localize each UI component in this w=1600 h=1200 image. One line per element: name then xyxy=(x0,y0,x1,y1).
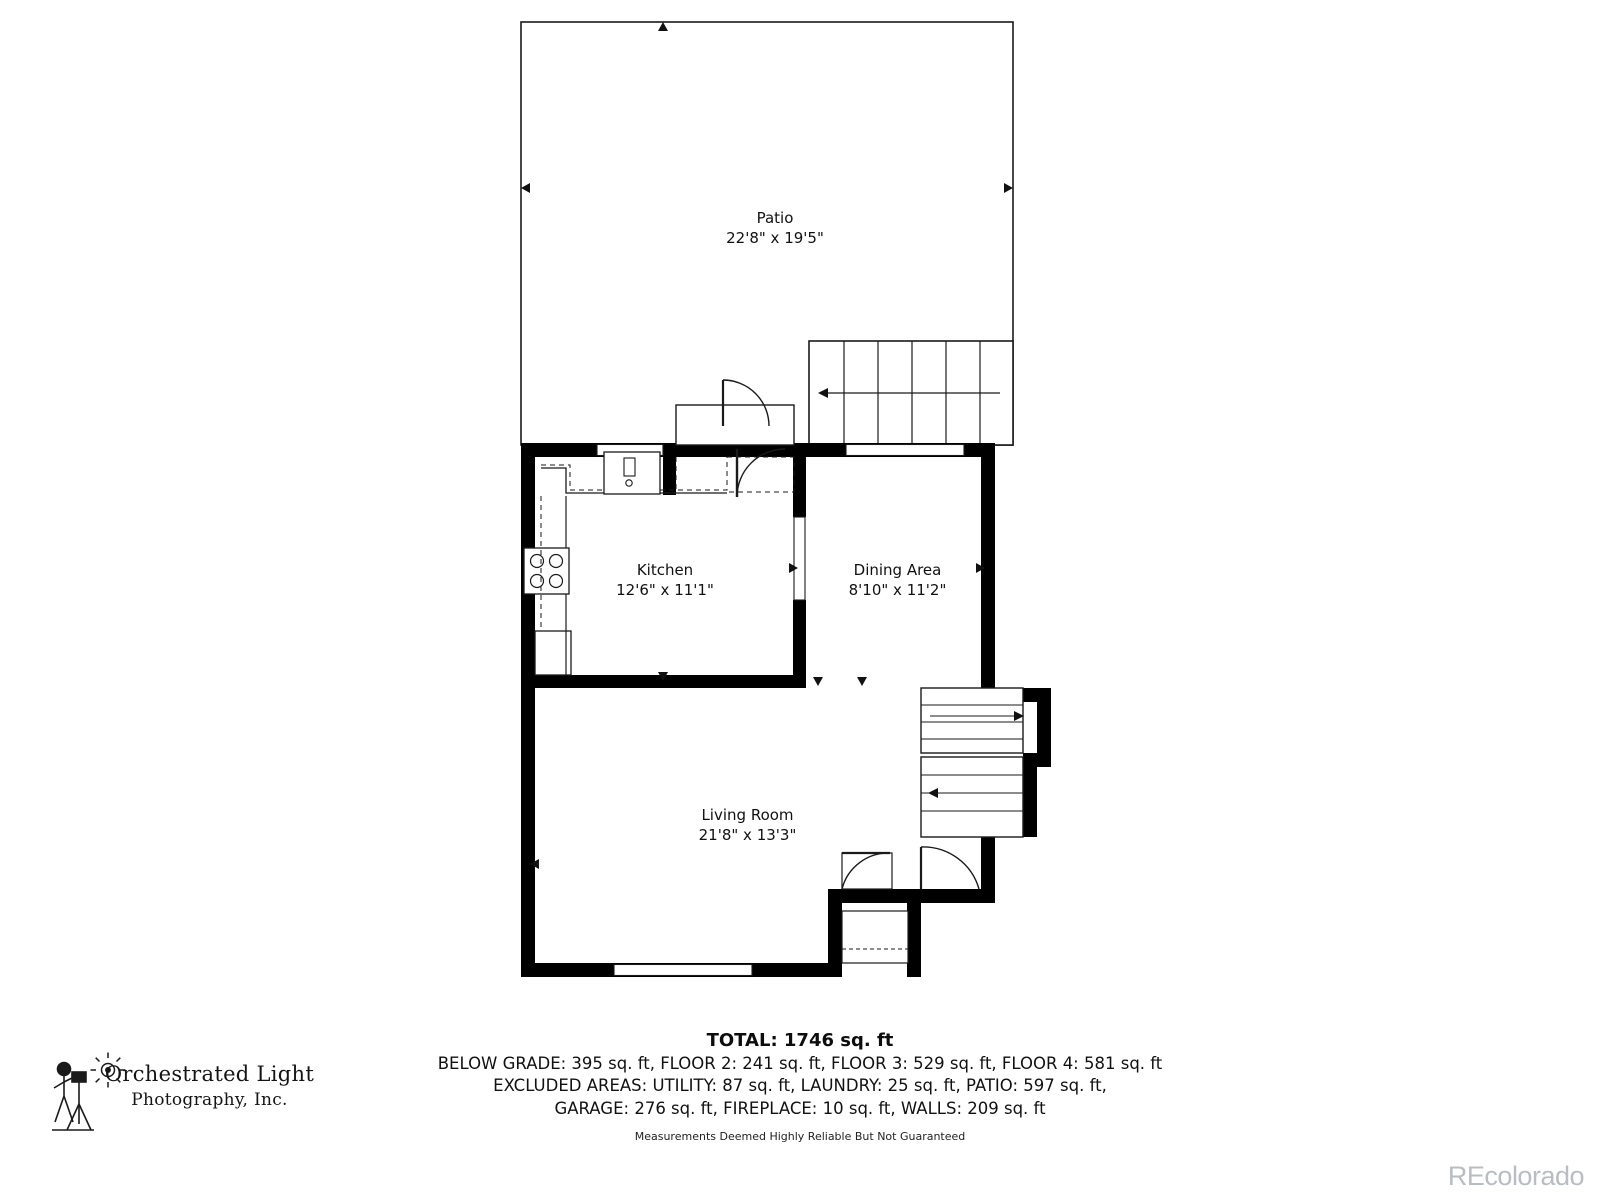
interior-stairs xyxy=(921,688,1024,837)
room-name: Patio xyxy=(756,209,794,227)
room-label-kitchen xyxy=(590,560,740,601)
area-breakdown-line-2: EXCLUDED AREAS: UTILITY: 87 sq. ft, LAUNDRY: 25 sq. ft, PATIO: 597 sq. ft, xyxy=(493,1076,1107,1096)
recolorado-watermark xyxy=(1448,1161,1584,1192)
area-summary xyxy=(300,1030,1300,1143)
patio-stairs xyxy=(809,341,1013,445)
room-name: Living Room xyxy=(701,806,794,824)
room-label-dining-area xyxy=(820,560,975,601)
watermark-suffix: colorado xyxy=(1484,1161,1584,1191)
measurement-disclaimer: Measurements Deemed Highly Reliable But Not Guaranteed xyxy=(634,1129,966,1143)
room-dimensions: 8'10" x 11'2" xyxy=(848,581,947,600)
total-area: TOTAL: 1746 sq. ft xyxy=(706,1030,894,1051)
room-label-patio xyxy=(700,208,850,249)
room-label-living-room xyxy=(670,805,825,846)
watermark-prefix: RE xyxy=(1447,1161,1485,1191)
room-dimensions: 22'8" x 19'5" xyxy=(726,229,824,248)
photography-logo xyxy=(42,1052,315,1142)
area-breakdown-line-3: GARAGE: 276 sq. ft, FIREPLACE: 10 sq. ft, WALLS: 209 sq. ft xyxy=(554,1098,1046,1118)
room-dimensions: 21'8" x 13'3" xyxy=(698,826,797,845)
room-name: Dining Area xyxy=(853,561,942,579)
logo-company-subtitle: Photography, Inc. xyxy=(131,1090,288,1110)
logo-company-name: Orchestrated Light xyxy=(104,1062,315,1086)
room-name: Kitchen xyxy=(636,561,694,579)
area-breakdown-line-1: BELOW GRADE: 395 sq. ft, FLOOR 2: 241 sq. ft, FLOOR 3: 529 sq. ft, FLOOR 4: 581 sq. ft xyxy=(437,1054,1163,1073)
doors xyxy=(676,380,979,963)
room-dimensions: 12'6" x 11'1" xyxy=(616,581,714,600)
